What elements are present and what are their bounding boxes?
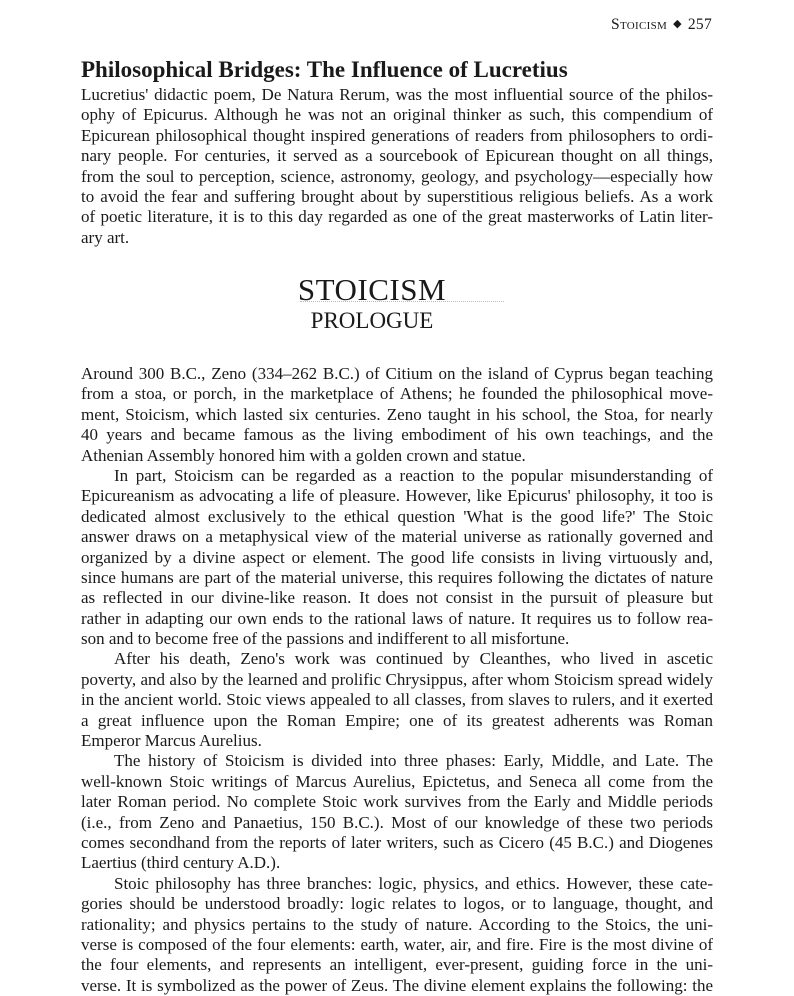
paragraph <box>81 649 713 751</box>
chapter-title-text: STOICISM <box>297 272 447 307</box>
text-line: The history of Stoicism is divided into three phases: Early, Middle, and Late. The <box>114 751 713 771</box>
text-line: Around 300 B.C., Zeno (334–262 B.C.) of Citium on the island of Cyprus began teaching <box>81 364 713 383</box>
text-line: comes secondhand from the reports of later writers, such as Cicero (45 B.C.) and Diogenes <box>81 832 713 852</box>
chapter-title <box>0 272 794 308</box>
text-line: Lucretius' didactic poem, De Natura Rerum, was the most influential source of the philos- <box>81 85 713 104</box>
text-line: ophy of Epicurus. Although he was not an original thinker as such, this compendium of <box>81 105 713 125</box>
text-line: the four elements, and represents an intelligent, ever-present, guiding force in the uni- <box>81 955 713 975</box>
text-line: Emperor Marcus Aurelius. <box>81 731 262 751</box>
text-line: later Roman period. No complete Stoic work survives from the Early and Middle periods <box>81 792 713 812</box>
paragraph <box>81 364 713 466</box>
text-line: Stoic philosophy has three branches: logic, physics, and ethics. However, these cate- <box>114 873 713 893</box>
paragraph <box>81 466 713 650</box>
text-line: gories should be understood broadly: logic relates to logos, or to language, thought, and <box>81 894 713 914</box>
text-line: well-known Stoic writings of Marcus Aurelius, Epictetus, and Seneca all come from the <box>81 771 713 791</box>
text-line: Laertius (third century A.D.). <box>81 853 281 873</box>
sidebar-title: Philosophical Bridges: The Influence of Lucretius <box>81 57 568 82</box>
page-number: 257 <box>687 16 712 33</box>
text-line: organized by a divine aspect or element. The good life consists in living virtuously and, <box>81 547 713 567</box>
text-line: rationality; and physics pertains to the study of nature. According to the Stoics, the uni- <box>81 914 713 934</box>
text-line: (i.e., from Zeno and Panaetius, 150 B.C.). Most of our knowledge of these two periods <box>81 812 713 832</box>
text-line: After his death, Zeno's work was continued by Cleanthes, who lived in ascetic <box>114 649 713 669</box>
text-line: dedicated almost exclusively to the ethical question 'What is the good life?' The Stoic <box>81 506 713 526</box>
text-line: Epicureanism as advocating a life of pleasure. However, like Epicurus' philosophy, it too is <box>81 486 713 506</box>
dotted-divider <box>300 301 504 302</box>
text-line: Epicurean philosophical thought inspired generations of readers from philosophers to ordi- <box>81 125 713 145</box>
text-line: as reflected in our divine-like reason. It does not consist in the pursuit of pleasure but <box>81 588 713 608</box>
running-head-section: Stoicism <box>611 16 668 33</box>
section-title-text: PROLOGUE <box>310 308 434 333</box>
text-line: nary people. For centuries, it served as a sourcebook of Epicurean thought on all things, <box>81 146 713 166</box>
text-line: son and to become free of the passions and indifferent to all misfortune. <box>81 629 570 649</box>
text-line: from a stoa, or porch, in the marketplace of Athens; he founded the philosophical move- <box>81 384 713 404</box>
text-line: Athenian Assembly honored him with a golden crown and statue. <box>81 445 526 465</box>
paragraph <box>81 874 713 996</box>
text-line: ment, Stoicism, which lasted six centuries. Zeno taught in his school, the Stoa, for nearly <box>81 404 713 424</box>
text-line: to avoid the fear and suffering brought about by superstitious religious beliefs. As a work <box>81 186 713 206</box>
running-head <box>611 16 712 34</box>
text-line: rather in adapting our own ends to the rational laws of nature. It requires us to follow rea- <box>81 608 713 628</box>
section-title <box>0 308 794 334</box>
text-line: poverty, and also by the learned and prolific Chrysippus, after whom Stoicism spread widely <box>81 669 713 689</box>
diamond-ornament-icon: ◆ <box>673 18 682 30</box>
text-line: a great influence upon the Roman Empire; one of its greatest adherents was Roman <box>81 710 713 730</box>
text-line: verse is composed of the four elements: earth, water, air, and fire. Fire is the most divine of <box>81 934 713 954</box>
text-line: ary art. <box>81 227 130 247</box>
text-line: since humans are part of the material universe, this requires following the dictates of nature <box>81 567 713 587</box>
text-line: answer draws on a metaphysical view of the material universe as rationally governed and <box>81 527 713 547</box>
text-line: In part, Stoicism can be regarded as a reaction to the popular misunderstanding of <box>114 465 713 485</box>
text-line: from the soul to perception, science, astronomy, geology, and psychology—especially how <box>81 166 713 186</box>
paragraph <box>81 751 713 873</box>
text-line: verse. It is symbolized as the power of Zeus. The divine element explains the following: the <box>81 975 713 995</box>
text-line: in the ancient world. Stoic views appealed to all classes, from slaves to rulers, and it exerted <box>81 690 713 710</box>
sidebar-paragraph <box>81 85 713 248</box>
text-line: of poetic literature, it is to this day regarded as one of the great masterworks of Latin liter- <box>81 207 713 227</box>
body-text <box>81 364 713 996</box>
text-line: 40 years and became famous as the living embodiment of his own teachings, and the <box>81 425 713 445</box>
